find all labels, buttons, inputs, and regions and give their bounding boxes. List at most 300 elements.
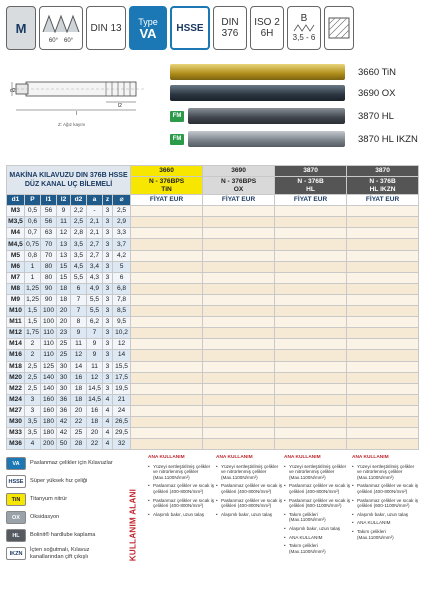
- dimension-cell: 100: [41, 306, 57, 317]
- thread-size-cell: M36: [7, 439, 25, 450]
- price-cell: [203, 261, 275, 272]
- dimension-cell: 6: [113, 272, 131, 283]
- iso-badge: ISO 2 6H: [250, 6, 284, 50]
- thread-size-cell: M3,5: [7, 217, 25, 228]
- dimension-cell: 3: [103, 306, 113, 317]
- type-badge: Type VA: [129, 6, 167, 50]
- dimension-cell: 1,75: [25, 328, 41, 339]
- dimension-cell: 3: [103, 206, 113, 217]
- dimension-cell: 20: [71, 405, 87, 416]
- dimension-cell: 4,2: [113, 250, 131, 261]
- usage-text: Takım çelikleri (Max.1100N/mm²): [289, 511, 326, 523]
- dimension-cell: 25: [71, 428, 87, 439]
- usage-text: Paslanmaz çelikler ve sıcak iş çelikleri (400-800N/mm²): [221, 497, 283, 509]
- dimension-cell: 3: [103, 383, 113, 394]
- price-cell: [131, 428, 203, 439]
- bullet-icon: •: [352, 463, 354, 469]
- table-row: [7, 361, 419, 372]
- price-cell: [203, 272, 275, 283]
- dimension-cell: 2,5: [25, 361, 41, 372]
- price-cell: [131, 228, 203, 239]
- dimension-cell: 5,5: [87, 294, 103, 305]
- price-cell: [131, 306, 203, 317]
- dimension-cell: 2,5: [71, 217, 87, 228]
- price-cell: [275, 328, 347, 339]
- dimension-cell: 3: [103, 328, 113, 339]
- dimension-cell: 90: [41, 294, 57, 305]
- price-cell: [347, 306, 419, 317]
- price-cell: [275, 217, 347, 228]
- dimension-cell: 7: [71, 294, 87, 305]
- dim-header: d1: [7, 195, 25, 206]
- usage-text: Alaşımlı bakır, uzun talaş: [153, 511, 205, 517]
- thread-size-cell: M4,5: [7, 239, 25, 250]
- price-cell: [275, 350, 347, 361]
- bullet-icon: •: [216, 511, 218, 517]
- dimension-cell: 2,2: [71, 206, 87, 217]
- col-code-3870: 3870: [275, 166, 347, 177]
- thread-profile-badge: 60° 60°: [39, 6, 83, 50]
- usage-heading: ANA KULLANIM: [284, 455, 321, 460]
- dimension-cell: 3: [103, 350, 113, 361]
- legend-badge: HSSE: [6, 475, 26, 488]
- price-cell: [203, 428, 275, 439]
- dimension-cell: 3: [103, 217, 113, 228]
- price-cell: [203, 306, 275, 317]
- dimension-cell: 3: [103, 239, 113, 250]
- dimension-cell: 160: [41, 405, 57, 416]
- dimension-cell: 2,5: [25, 372, 41, 383]
- dimension-cell: 125: [41, 361, 57, 372]
- bullet-icon: •: [148, 463, 150, 469]
- dimension-cell: 3: [103, 261, 113, 272]
- price-cell: [275, 261, 347, 272]
- dimension-cell: 110: [41, 328, 57, 339]
- dimension-cell: -: [87, 206, 103, 217]
- dimension-cell: 15: [57, 272, 71, 283]
- dimension-cell: 4: [103, 428, 113, 439]
- dimension-cell: 15,5: [113, 361, 131, 372]
- dimension-cell: 4,9: [87, 283, 103, 294]
- dimension-cell: 3,5: [71, 250, 87, 261]
- price-cell: [131, 317, 203, 328]
- bullet-icon: •: [216, 463, 218, 469]
- dimension-cell: 30: [57, 383, 71, 394]
- dimension-cell: 3: [25, 394, 41, 405]
- dimension-cell: 8: [71, 317, 87, 328]
- bullet-icon: •: [216, 497, 218, 503]
- table-row: [7, 383, 419, 394]
- price-cell: [347, 283, 419, 294]
- dimension-cell: 1,25: [25, 283, 41, 294]
- usage-item: [148, 512, 214, 518]
- dimension-cell: 28: [71, 439, 87, 450]
- dimension-cell: 20: [57, 317, 71, 328]
- table-row: [7, 261, 419, 272]
- dimension-cell: 3: [103, 283, 113, 294]
- dimension-cell: 11: [57, 217, 71, 228]
- price-cell: [131, 394, 203, 405]
- dimension-cell: 21: [113, 394, 131, 405]
- tap-spec-table: [6, 165, 419, 450]
- dimension-cell: 16: [71, 372, 87, 383]
- bullet-icon: •: [284, 497, 286, 503]
- dimension-cell: 4,5: [71, 261, 87, 272]
- usage-text: Alaşımlı bakır, uzun talaş: [357, 511, 409, 517]
- dimension-cell: 3: [103, 339, 113, 350]
- price-cell: [347, 428, 419, 439]
- thread-size-cell: M4: [7, 228, 25, 239]
- thread-size-cell: M30: [7, 416, 25, 427]
- bullet-icon: •: [284, 511, 286, 517]
- legend-text: Süper yüksek hız çeliği: [30, 478, 88, 485]
- dimension-cell: 80: [41, 261, 57, 272]
- dimension-cell: 3: [103, 294, 113, 305]
- usage-heading: ANA KULLANIM: [216, 455, 253, 460]
- dimension-cell: 14: [113, 350, 131, 361]
- dimension-cell: 10,2: [113, 328, 131, 339]
- legend-item: [6, 473, 124, 490]
- thread-size-cell: M10: [7, 306, 25, 317]
- price-cell: [275, 206, 347, 217]
- usage-column: [352, 455, 418, 595]
- dimension-cell: 24: [113, 405, 131, 416]
- product-image-3690: [170, 85, 345, 101]
- usage-item: [284, 543, 350, 554]
- price-header: FİYAT EUR: [347, 195, 419, 206]
- dimension-cell: 3,5: [25, 416, 41, 427]
- thread-size-cell: M22: [7, 383, 25, 394]
- din376-badge: DIN 376: [213, 6, 247, 50]
- price-cell: [347, 439, 419, 450]
- dimension-cell: 11: [87, 361, 103, 372]
- price-cell: [275, 428, 347, 439]
- usage-text: Takım çelikleri (Max.1100N/mm²): [289, 543, 326, 554]
- dimension-cell: 14,5: [87, 383, 103, 394]
- thread-profile-icon: [41, 10, 81, 36]
- usage-item: [352, 483, 418, 494]
- dimension-cell: 3: [103, 372, 113, 383]
- crosshatch-icon: [324, 6, 354, 50]
- table-row: [7, 372, 419, 383]
- price-cell: [203, 317, 275, 328]
- legend-badge: TiN: [6, 493, 26, 506]
- usage-text: Alaşımlı bakır, uzun talaş: [289, 525, 341, 531]
- bullet-icon: •: [284, 483, 286, 489]
- usage-item: [216, 498, 282, 509]
- usage-column: [216, 455, 282, 595]
- price-cell: [203, 416, 275, 427]
- dimension-cell: 14,5: [87, 394, 103, 405]
- usage-item: [352, 498, 418, 509]
- bullet-icon: •: [352, 520, 354, 526]
- dimension-cell: 5: [113, 261, 131, 272]
- col-code-3690: 3690: [203, 166, 275, 177]
- table-row: [7, 416, 419, 427]
- price-cell: [131, 439, 203, 450]
- din13-badge: DIN 13: [86, 6, 126, 50]
- dimension-cell: 9,5: [113, 317, 131, 328]
- price-header: FİYAT EUR: [131, 195, 203, 206]
- bullet-icon: •: [284, 543, 286, 549]
- usage-text: Paslanmaz çelikler ve sıcak iş çelikleri (400-800N/mm²): [357, 483, 419, 494]
- legend-item: [6, 491, 124, 508]
- price-header: FİYAT EUR: [203, 195, 275, 206]
- dimension-cell: 3,5: [71, 239, 87, 250]
- dim-header: l2: [57, 195, 71, 206]
- price-cell: [131, 239, 203, 250]
- usage-text: ANA KULLANIM: [357, 520, 391, 526]
- bullet-icon: •: [352, 511, 354, 517]
- dimension-cell: 3,3: [113, 228, 131, 239]
- price-cell: [203, 383, 275, 394]
- price-cell: [347, 361, 419, 372]
- dimension-cell: 20: [87, 428, 103, 439]
- dimension-cell: 2,5: [25, 383, 41, 394]
- price-cell: [347, 294, 419, 305]
- usage-item: [216, 512, 282, 518]
- dimension-cell: 13: [57, 250, 71, 261]
- dimension-cell: 140: [41, 372, 57, 383]
- table-row: [7, 439, 419, 450]
- price-cell: [275, 361, 347, 372]
- product-label-3660: 3660 TiN: [358, 67, 397, 78]
- dimension-cell: 8,5: [113, 306, 131, 317]
- dimension-cell: 70: [41, 250, 57, 261]
- price-cell: [347, 206, 419, 217]
- legend-text: Paslanmaz çelikler için Kılavuzlar: [30, 460, 113, 467]
- price-cell: [131, 250, 203, 261]
- dimension-cell: 160: [41, 394, 57, 405]
- price-cell: [347, 261, 419, 272]
- dim-header: P: [25, 195, 41, 206]
- bullet-icon: •: [284, 463, 286, 469]
- dimension-cell: 3: [103, 272, 113, 283]
- dimension-cell: 12: [113, 339, 131, 350]
- legend-item: [6, 545, 124, 562]
- dimension-cell: 6,2: [87, 317, 103, 328]
- dimension-cell: 18: [57, 283, 71, 294]
- price-cell: [203, 294, 275, 305]
- bullet-icon: •: [352, 528, 354, 534]
- usage-item: [284, 512, 350, 523]
- product-label-3870-hl: 3870 HL: [358, 111, 394, 122]
- thread-size-cell: M12: [7, 328, 25, 339]
- dimension-cell: 42: [57, 416, 71, 427]
- dimension-cell: 9: [87, 350, 103, 361]
- price-cell: [347, 383, 419, 394]
- usage-column: [148, 455, 214, 595]
- usage-item: [284, 526, 350, 532]
- dimension-cell: 18: [57, 294, 71, 305]
- drill-diameter-icon: ⌀: [113, 195, 131, 206]
- legend-badge: IKZN: [6, 547, 26, 560]
- price-cell: [203, 350, 275, 361]
- dimension-cell: 0,75: [25, 239, 41, 250]
- usage-item: [284, 483, 350, 494]
- thread-size-cell: M14: [7, 339, 25, 350]
- dimension-cell: 3: [25, 405, 41, 416]
- legend-item: [6, 455, 124, 472]
- table-row: [7, 272, 419, 283]
- legend-text: Bolinit® hardlube kaplama: [30, 532, 96, 539]
- dimension-cell: 15: [57, 261, 71, 272]
- table-row: [7, 206, 419, 217]
- dimension-cell: 2,9: [113, 217, 131, 228]
- price-cell: [203, 439, 275, 450]
- dimension-cell: 16: [87, 405, 103, 416]
- bullet-icon: •: [148, 497, 150, 503]
- dimension-cell: 26,5: [113, 416, 131, 427]
- price-cell: [131, 416, 203, 427]
- usage-text: Paslanmaz çelikler ve sıcak iş çelikleri (400-800N/mm²): [153, 483, 215, 494]
- usage-column: [284, 455, 350, 595]
- dimension-cell: 20: [57, 306, 71, 317]
- thread-size-cell: M24: [7, 394, 25, 405]
- table-row: [7, 228, 419, 239]
- bullet-icon: •: [352, 497, 354, 503]
- price-cell: [275, 317, 347, 328]
- price-cell: [131, 383, 203, 394]
- dimension-cell: 3: [103, 250, 113, 261]
- product-label-3690: 3690 OX: [358, 88, 396, 99]
- thread-size-cell: M9: [7, 294, 25, 305]
- dimension-cell: 13: [57, 239, 71, 250]
- usage-item: [352, 529, 418, 540]
- usage-text: Paslanmaz çelikler ve sıcak iş çelikleri (600-1100N/mm²): [357, 497, 419, 509]
- dimension-cell: 30: [57, 361, 71, 372]
- price-cell: [203, 372, 275, 383]
- dimension-cell: 23: [57, 328, 71, 339]
- bullet-icon: •: [216, 483, 218, 489]
- price-cell: [131, 217, 203, 228]
- dimension-cell: 2,7: [87, 250, 103, 261]
- dimension-cell: 3,7: [113, 239, 131, 250]
- usage-item: [284, 464, 350, 481]
- dimension-cell: 50: [57, 439, 71, 450]
- dimension-cell: 29,5: [113, 428, 131, 439]
- usage-area-label: KULLANIM ALANI: [128, 488, 138, 562]
- price-cell: [203, 217, 275, 228]
- table-row: [7, 306, 419, 317]
- thread-size-cell: M20: [7, 372, 25, 383]
- price-cell: [275, 416, 347, 427]
- dimension-cell: 3: [103, 317, 113, 328]
- price-cell: [131, 405, 203, 416]
- bullet-icon: •: [284, 525, 286, 531]
- usage-item: [148, 498, 214, 509]
- dim-header: z: [103, 195, 113, 206]
- table-row: [7, 317, 419, 328]
- dimension-cell: 6: [71, 283, 87, 294]
- dimension-cell: 4: [103, 394, 113, 405]
- dimension-cell: 36: [57, 394, 71, 405]
- price-cell: [203, 239, 275, 250]
- thread-size-cell: M11: [7, 317, 25, 328]
- dimension-cell: 1,25: [25, 294, 41, 305]
- price-cell: [275, 394, 347, 405]
- dimension-cell: 22: [71, 416, 87, 427]
- dimension-cell: 5,5: [87, 306, 103, 317]
- legend-item: [6, 527, 124, 544]
- dimension-cell: 0,8: [25, 250, 41, 261]
- dimension-cell: 22: [87, 439, 103, 450]
- dimension-cell: 7: [87, 328, 103, 339]
- price-header: FİYAT EUR: [275, 195, 347, 206]
- price-cell: [347, 394, 419, 405]
- dimension-cell: 100: [41, 317, 57, 328]
- usage-text: Takım çelikleri (Max.1100N/mm²): [357, 528, 394, 540]
- price-cell: [347, 405, 419, 416]
- dimension-cell: 6,8: [113, 283, 131, 294]
- table-row: [7, 350, 419, 361]
- product-image-3870-hl-ikzn: [188, 131, 345, 147]
- col-name-3660: N - 376BPS TiN: [131, 177, 203, 195]
- product-image-3660: [170, 64, 345, 80]
- dimension-cell: 7,8: [113, 294, 131, 305]
- dimension-cell: 2,1: [87, 217, 103, 228]
- usage-item: [284, 535, 350, 541]
- price-cell: [347, 339, 419, 350]
- usage-item: [148, 464, 214, 481]
- usage-item: [352, 464, 418, 481]
- table-row: [7, 217, 419, 228]
- dimension-cell: 14: [71, 361, 87, 372]
- table-row: [7, 394, 419, 405]
- price-cell: [275, 405, 347, 416]
- legend-text: İçten soğutmalı, Kılavuz kanallarından çift çıkışlı: [30, 547, 90, 560]
- dimension-cell: 3: [103, 228, 113, 239]
- usage-heading: ANA KULLANIM: [148, 455, 185, 460]
- price-cell: [131, 339, 203, 350]
- usage-item: [216, 464, 282, 481]
- usage-item: [216, 483, 282, 494]
- dimension-cell: 9: [57, 206, 71, 217]
- dimension-cell: 180: [41, 428, 57, 439]
- price-cell: [347, 239, 419, 250]
- price-cell: [203, 206, 275, 217]
- dimension-cell: 4,3: [87, 272, 103, 283]
- dimension-cell: 1,5: [25, 317, 41, 328]
- dimension-cell: 25: [57, 339, 71, 350]
- bullet-icon: •: [148, 511, 150, 517]
- thread-size-cell: M16: [7, 350, 25, 361]
- usage-text: Paslanmaz çelikler ve sıcak iş çelikleri (400-800N/mm²): [221, 483, 283, 494]
- usage-text: Paslanmaz çelikler ve sıcak iş çelikleri (400-800N/mm²): [153, 497, 215, 509]
- price-cell: [347, 250, 419, 261]
- price-cell: [347, 416, 419, 427]
- col-name-3870: N - 376B HL: [275, 177, 347, 195]
- price-cell: [347, 228, 419, 239]
- price-cell: [203, 328, 275, 339]
- price-cell: [275, 383, 347, 394]
- usage-text: Yüzeyi sertleştirilmiş çelikler ve nitrürlenmiş çelikler (Max.1100N/mm²): [221, 463, 279, 480]
- dimension-cell: 3,4: [87, 261, 103, 272]
- dimension-cell: 18: [71, 383, 87, 394]
- price-cell: [347, 217, 419, 228]
- tap-drawing: d2 l l2 Z: Ağız kayını: [6, 62, 156, 132]
- col-code-3870-ikzn: 3870: [347, 166, 419, 177]
- dimension-cell: 12: [71, 350, 87, 361]
- usage-text: Yüzeyi sertleştirilmiş çelikler ve nitrürlenmiş çelikler (Max.1100N/mm²): [289, 463, 347, 480]
- usage-text: Paslanmaz çelikler ve sıcak iş çelikleri (400-800N/mm²): [289, 483, 351, 494]
- thread-size-cell: M8: [7, 283, 25, 294]
- thread-size-cell: M33: [7, 428, 25, 439]
- dimension-cell: 90: [41, 283, 57, 294]
- price-cell: [203, 283, 275, 294]
- dimension-cell: 140: [41, 383, 57, 394]
- col-name-3690: N - 376BPS OX: [203, 177, 275, 195]
